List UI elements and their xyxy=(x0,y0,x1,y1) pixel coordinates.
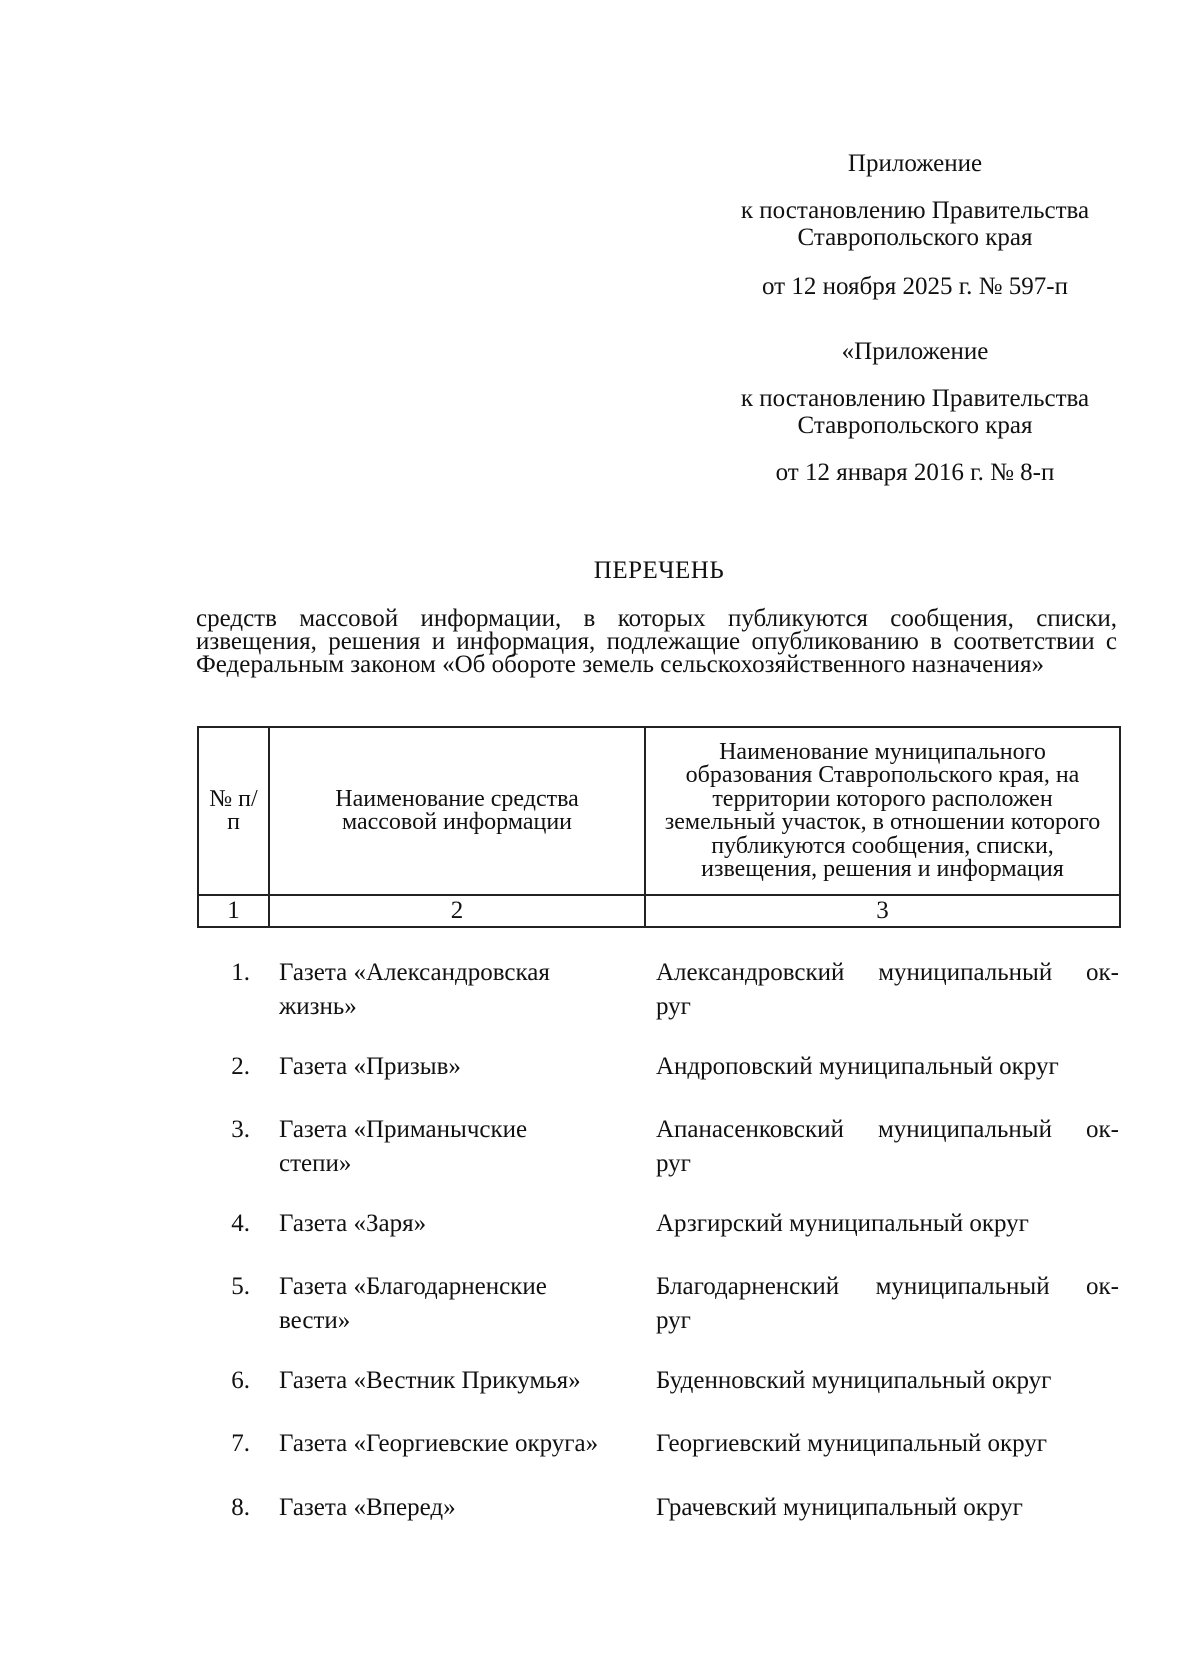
media-name-line: Газета «Заря» xyxy=(279,1210,427,1237)
municipality-name xyxy=(656,1207,1119,1241)
resolution-date-text: от 12 ноября 2025 г. № 597-п xyxy=(762,273,1068,300)
municipality-name xyxy=(656,1270,1119,1338)
municipality-name-line: Апанасенковский муниципальный ок- xyxy=(656,1116,1119,1143)
municipality-name-line: Буденновский муниципальный округ xyxy=(656,1367,1052,1394)
media-name xyxy=(279,1427,639,1461)
municipality-name-line: руг xyxy=(656,1307,691,1334)
municipality-name-line: руг xyxy=(656,1150,691,1177)
resolution-reference xyxy=(700,197,1130,251)
media-list-table-header xyxy=(197,726,1121,928)
media-name-line: Газета «Александровская xyxy=(279,959,550,986)
media-name xyxy=(279,956,639,1024)
media-name xyxy=(279,1113,639,1181)
media-name xyxy=(279,1207,639,1241)
quoted-resolution-date xyxy=(700,459,1130,486)
municipality-name-line: Георгиевский муниципальный округ xyxy=(656,1430,1048,1457)
resolution-reference-line1: к постановлению Правительства xyxy=(740,197,1090,224)
row-number: 2. xyxy=(231,1053,250,1080)
media-name-line: Газета «Приманычские xyxy=(279,1116,528,1143)
media-name-line: жизнь» xyxy=(279,993,357,1020)
media-name xyxy=(279,1270,639,1338)
row-number: 8. xyxy=(231,1494,250,1521)
quoted-resolution-reference xyxy=(700,385,1130,439)
quoted-resolution-date-text: от 12 января 2016 г. № 8-п xyxy=(775,459,1055,486)
media-name-line: Газета «Призыв» xyxy=(279,1053,461,1080)
resolution-date xyxy=(700,273,1130,300)
row-number: 4. xyxy=(231,1210,250,1237)
column-number-2: 2 xyxy=(269,895,645,927)
media-name-line: вести» xyxy=(279,1307,351,1334)
municipality-name xyxy=(656,1113,1119,1181)
media-name-line: Газета «Вперед» xyxy=(279,1494,456,1521)
column-number-1: 1 xyxy=(198,895,269,927)
municipality-name-line: Александровский муниципальный ок- xyxy=(656,959,1119,986)
media-name-line: Газета «Вестник Прикумья» xyxy=(279,1367,581,1394)
row-number: 1. xyxy=(231,959,250,986)
media-name-line: степи» xyxy=(279,1150,352,1177)
column-header-media-name: Наименование средства массовой информации xyxy=(269,727,645,895)
municipality-name-line: Арзгирский муниципальный округ xyxy=(656,1210,1029,1237)
appendix-label-text: Приложение xyxy=(847,150,983,177)
column-number-3: 3 xyxy=(645,895,1120,927)
media-name xyxy=(279,1491,639,1525)
appendix-label xyxy=(700,150,1130,177)
municipality-name xyxy=(656,956,1119,1024)
quoted-resolution-reference-line1: к постановлению Правительства xyxy=(740,385,1090,412)
row-number: 7. xyxy=(231,1430,250,1457)
municipality-name-line: Благодарненский муниципальный ок- xyxy=(656,1273,1119,1300)
media-name xyxy=(279,1050,639,1084)
media-name-line: Газета «Благодарненские xyxy=(279,1273,547,1300)
municipality-name-line: Грачевский муниципальный округ xyxy=(656,1494,1023,1521)
quoted-resolution-reference-line2: Ставропольского края xyxy=(797,412,1033,439)
municipality-name xyxy=(656,1050,1119,1084)
document-title: ПЕРЕЧЕНЬ xyxy=(593,557,725,584)
row-number: 6. xyxy=(231,1367,250,1394)
row-number: 5. xyxy=(231,1273,250,1300)
municipality-name xyxy=(656,1427,1119,1461)
media-name xyxy=(279,1364,639,1398)
municipality-name-line: руг xyxy=(656,993,691,1020)
municipality-name xyxy=(656,1491,1119,1525)
quoted-appendix-label-text: «Приложение xyxy=(841,338,989,365)
table-header-row xyxy=(198,727,1120,895)
column-header-municipality: Наименование муниципального образования Ставропольского края, на территории которого расположен земельный участок, в отношении которого публикуются сообщения, списки, извещения, решения и информация xyxy=(645,727,1120,895)
document-subtitle: средств массовой информации, в которых публикуются сообщения, списки, извещения, решения и информация, подлежащие опубликованию в соответствии с Федеральным законом «Об обороте земель сельскохозяйственного назначения» xyxy=(196,605,1117,678)
municipality-name xyxy=(656,1364,1119,1398)
row-number: 3. xyxy=(231,1116,250,1143)
column-header-number: № п/п xyxy=(198,727,269,895)
resolution-reference-line2: Ставропольского края xyxy=(797,224,1033,251)
municipality-name-line: Андроповский муниципальный округ xyxy=(656,1053,1059,1080)
table-column-numbers-row xyxy=(198,895,1120,927)
quoted-appendix-label xyxy=(700,338,1130,365)
media-name-line: Газета «Георгиевские округа» xyxy=(279,1430,599,1457)
